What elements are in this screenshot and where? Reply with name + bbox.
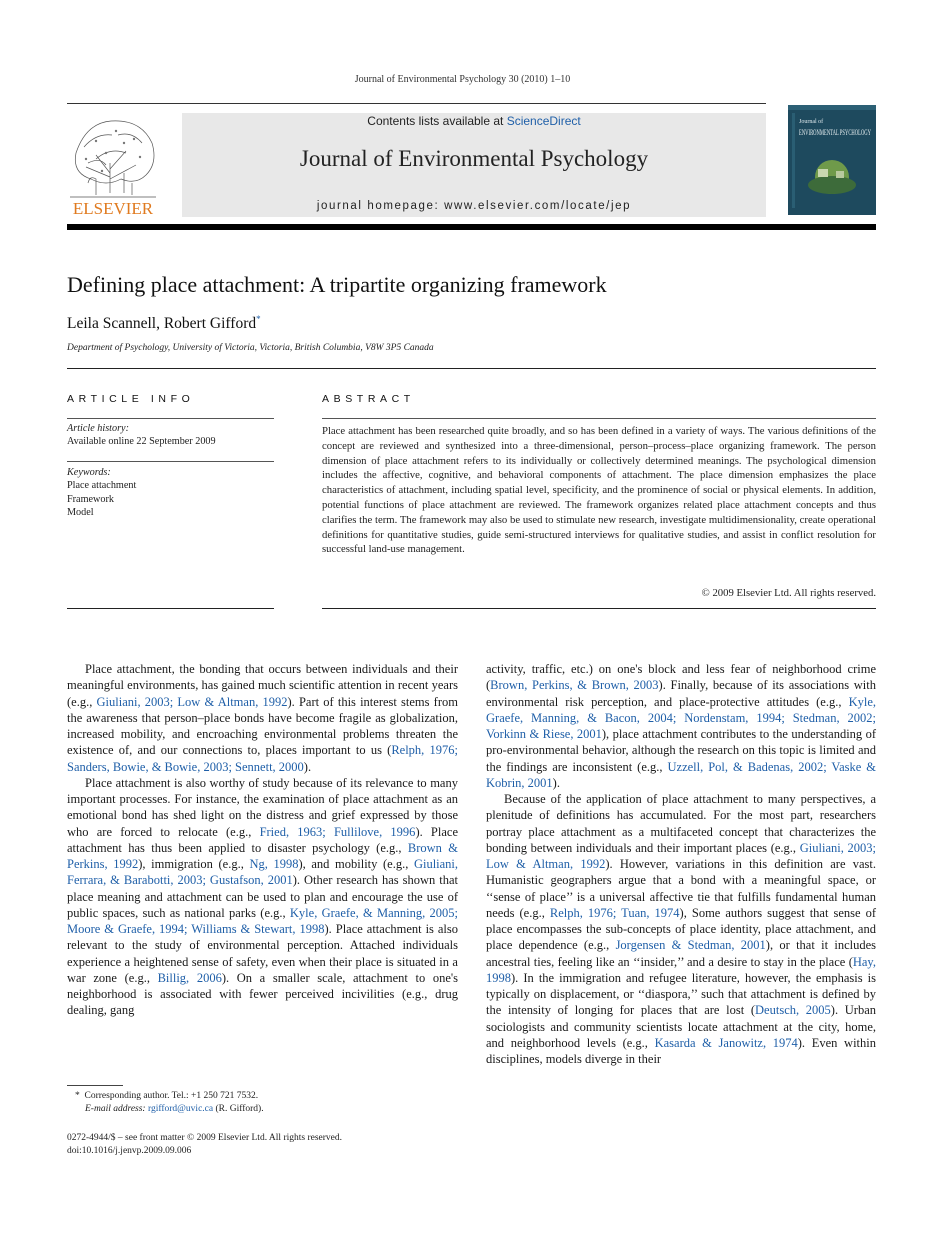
footnote-corresponding xyxy=(67,1090,264,1103)
body-paragraph: Place attachment, the bonding that occurs between individuals and their meaningful environments, has gained much scientific attention in recent years (e.g., Giuliani, 2003; Low & Altman, 1992). Part of this interest stems from the awareness that person–place bonds have become fragile as globalization, increased mobility, and encroaching environmental problems threaten the existence of, and our connections to, places important to us (Relph, 1976; Sanders, Bowie, & Bowie, 2003; Sennett, 2000). xyxy=(67,662,458,774)
footnote xyxy=(67,1090,264,1116)
journal-homepage[interactable]: journal homepage: www.elsevier.com/locate/jep xyxy=(316,200,632,212)
journal-title: Journal of Environmental Psychology xyxy=(299,146,649,171)
citation-link[interactable]: Billig, 2006 xyxy=(157,970,222,985)
info-rule xyxy=(67,418,274,419)
elsevier-logo xyxy=(66,113,160,217)
footnote-rule xyxy=(67,1085,123,1086)
citation-link[interactable]: Ng, 1998 xyxy=(249,857,299,871)
citation-link[interactable]: Relph, 1976; Tuan, 1974 xyxy=(549,905,680,920)
citation-link[interactable]: Kasarda & Janowitz, 1974 xyxy=(654,1035,798,1050)
keywords-label: Keywords: xyxy=(67,467,111,478)
keyword: Place attachment xyxy=(67,480,137,492)
sciencedirect-link[interactable]: ScienceDirect xyxy=(506,114,581,128)
citation-link[interactable]: Brown & Perkins, 1992 xyxy=(67,840,459,871)
doi-line: doi:10.1016/j.jenvp.2009.09.006 xyxy=(67,1146,192,1156)
citation-link[interactable]: Kyle, Graefe, Manning, & Bacon, 2004; Nordenstam, 1994; Stedman, 2002; Vorkinn & Riese, 2001 xyxy=(486,694,876,741)
cover-prefix: Journal of xyxy=(799,119,824,125)
author-names: Leila Scannell, Robert Gifford xyxy=(67,315,257,333)
keyword: Model xyxy=(67,507,94,519)
citation-link[interactable]: Relph, 1976; Sanders, Bowie, & Bowie, 2003; Sennett, 2000 xyxy=(67,743,458,774)
info-rule xyxy=(67,608,274,609)
footnote-mark: * xyxy=(75,1091,80,1101)
contents-prefix: Contents lists available at xyxy=(367,114,507,128)
elsevier-tree-icon xyxy=(66,113,160,217)
body-column-right xyxy=(486,661,876,1067)
abstract-text: Place attachment has been researched quite broadly, and so has been defined in a variety of ways. The various definitions of the concept are reviewed and synthesized into a three-dimensional, person–process–place organizing framework. The person dimension of place attachment refers to its individually or collectively determined meanings. The psychological dimension includes the affective, cognitive, and behavioral components of attachment. The place dimension emphasizes the place characteristics of attachment, including spatial level, specificity, and the prominence of social or physical elements. In addition, potential functions of place attachment are reviewed. The framework organizes related place attachment concepts and thus clarifies the term. The framework may also be used to stimulate new research, investigate multidimensionality, create operational definitions for quantitative studies, guide semi-structured interviews for qualitative studies, and assist in conflict resolution for successful land-use management. xyxy=(322,425,876,556)
citation-link[interactable]: Kyle, Graefe, & Manning, 2005; Moore & Graefe, 1994; Williams & Stewart, 1998 xyxy=(67,905,458,936)
cover-title: ENVIRONMENTAL PSYCHOLOGY xyxy=(799,128,871,137)
email-label: E-mail address: xyxy=(85,1104,146,1114)
body-column-left xyxy=(67,661,458,1019)
copyright: © 2009 Elsevier Ltd. All rights reserved. xyxy=(701,587,876,599)
elsevier-wordmark: ELSEVIER xyxy=(72,199,154,218)
abstract-heading: ABSTRACT xyxy=(322,393,415,405)
cover-image xyxy=(788,105,876,215)
history-label: Article history: xyxy=(67,423,129,434)
body-paragraph: Place attachment is also worthy of study because of its relevance to many important processes. For instance, the examination of place attachment as an emotional bond has shed light on the distress and grief expressed by those who are forced to relocate (e.g., Fried, 1963; Fullilove, 1996). Place attachment has thus been applied to disaster psychology (e.g., Brown & Perkins, 1992), immigration (e.g., Ng, 1998), and mobility (e.g., Giuliani, Ferrara, & Barabotti, 2003; Gustafson, 2001). Other research has shown that place meaning and attachment can be used to plan and encourage the use of public spaces, such as national parks (e.g., Kyle, Graefe, & Manning, 2005; Moore & Graefe, 1994; Williams & Stewart, 1998). Place attachment is also relevant to the study of environmental perception. Attached individuals experience a heightened sense of safety, even when their place is situated in a war zone (e.g., Billig, 2006). On a smaller scale, attachment to one's neighborhood is associated with fewer perceived incivilities (e.g., drug dealing, gang xyxy=(67,775,459,1018)
article-authors xyxy=(67,314,261,333)
affiliation: Department of Psychology, University of Victoria, Victoria, British Columbia, V8W 3P5 Canada xyxy=(67,343,434,353)
citation-link[interactable]: Giuliani, 2003; Low & Altman, 1992 xyxy=(96,694,288,709)
citation-link[interactable]: Giuliani, 2003; Low & Altman, 1992 xyxy=(486,840,876,871)
article-history xyxy=(67,422,274,449)
journal-banner xyxy=(182,113,766,217)
section-rule xyxy=(67,368,876,369)
abstract-rule xyxy=(322,418,876,419)
citation-link[interactable]: Jorgensen & Stedman, 2001 xyxy=(615,938,766,953)
footnote-email xyxy=(67,1103,264,1116)
corresponding-author-mark[interactable]: * xyxy=(256,314,261,324)
history-value: Available online 22 September 2009 xyxy=(67,436,216,448)
email-suffix: (R. Gifford). xyxy=(215,1104,264,1114)
article-title: Defining place attachment: A tripartite organizing framework xyxy=(67,272,607,297)
keyword: Framework xyxy=(67,493,114,505)
citation-link[interactable]: Fried, 1963; Fullilove, 1996 xyxy=(259,824,416,839)
keywords xyxy=(67,466,274,520)
front-matter xyxy=(67,1132,342,1158)
citation-link[interactable]: Brown, Perkins, & Brown, 2003 xyxy=(490,678,659,693)
abstract-rule xyxy=(322,608,876,609)
citation-link[interactable]: Giuliani, Ferrara, & Barabotti, 2003; Gustafson, 2001 xyxy=(67,857,459,888)
journal-cover xyxy=(788,105,876,215)
masthead-rule xyxy=(67,224,876,230)
email-link[interactable]: rgifford@uvic.ca xyxy=(147,1104,214,1114)
corresponding-author: Corresponding author. Tel.: +1 250 721 7532. xyxy=(84,1091,259,1101)
header-rule xyxy=(67,103,766,104)
body-paragraph: Because of the application of place attachment to many perspectives, a plenitude of definitions has accumulated. For the most part, researchers portray place attachment as a multifaceted concept that characterizes the bonding between individuals and their important places (e.g., Giuliani, 2003; Low & Altman, 1992). However, variations in this definition are vast. Humanistic geographers argue that a bond with a meaningful space, or ‘‘sense of place’’ is a universal affective tie that fulfills fundamental human needs (e.g., Relph, 1976; Tuan, 1974), Some authors suggest that sense of place encompasses the sub-concepts of place identity, place attachment, and place dependence (e.g., Jorgensen & Stedman, 2001), or that it includes ancestral ties, feeling like an ‘‘insider,’’ and a desire to stay in the place (Hay, 1998). In the immigration and refugee literature, however, the emphasis is typically on displacement, or ‘‘diaspora,’’ such that attachment is defined by the intensity of longing for places that are lost (Deutsch, 2005). Urban sociologists and community scientists locate attachment at the city, home, and neighborhood levels (e.g., Kasarda & Janowitz, 1974). Even within disciplines, models diverge in their xyxy=(486,792,876,1066)
citation-link[interactable]: Hay, 1998 xyxy=(486,954,876,985)
body-paragraph: activity, traffic, etc.) on one's block and less fear of neighborhood crime (Brown, Perkins, & Brown, 2003). Finally, because of its associations with environmental risk perception, and place-protective attitudes (e.g., Kyle, Graefe, Manning, & Bacon, 2004; Nordenstam, 1994; Stedman, 2002; Vorkinn & Riese, 2001), place attachment contributes to the understanding of pro-environmental behavior, although the research on this topic is limited and the findings are inconsistent (e.g., Uzzell, Pol, & Badenas, 2002; Vaske & Kobrin, 2001). xyxy=(486,662,877,790)
running-header: Journal of Environmental Psychology 30 (2010) 1–10 xyxy=(354,74,571,85)
contents-line xyxy=(182,114,766,128)
info-rule xyxy=(67,461,274,462)
citation-link[interactable]: Uzzell, Pol, & Badenas, 2002; Vaske & Kobrin, 2001 xyxy=(486,759,876,790)
article-info-heading: ARTICLE INFO xyxy=(67,393,195,405)
citation-link[interactable]: Deutsch, 2005 xyxy=(755,1003,831,1018)
issn-line: 0272-4944/$ – see front matter © 2009 Elsevier Ltd. All rights reserved. xyxy=(67,1133,343,1143)
